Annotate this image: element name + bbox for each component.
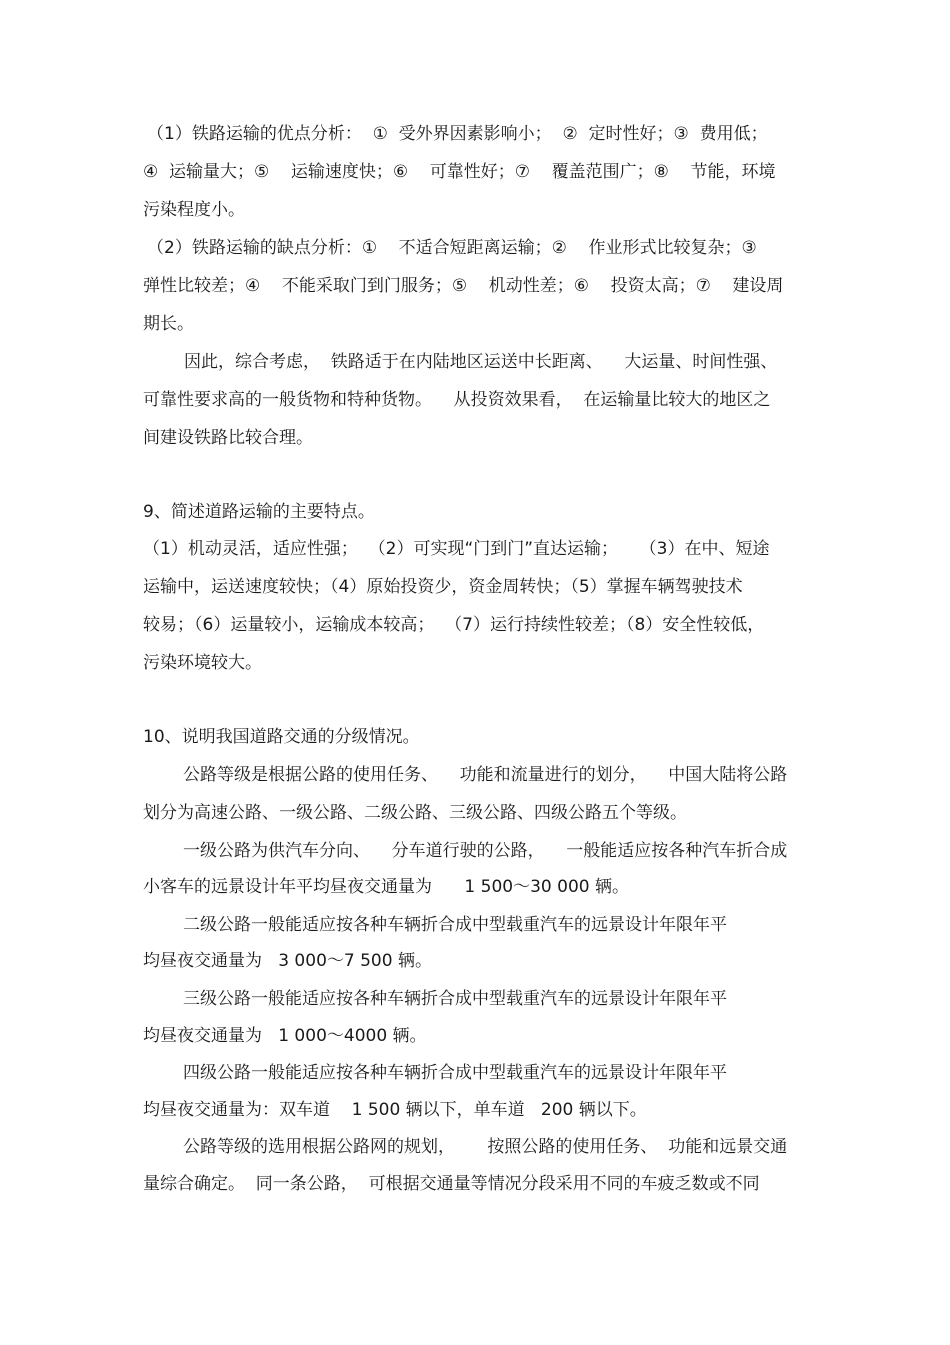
text-line: 公路等级是根据公路的使用任务、 功能和流量进行的划分， 中国大陆将公路 <box>183 765 788 785</box>
text-line: 三级公路一般能适应按各种车辆折合成中型载重汽车的远景设计年限年平 <box>183 989 727 1009</box>
text-line: 量综合确定。 同一条公路， 可根据交通量等情况分段采用不同的车疲乏数或不同 <box>143 1174 760 1194</box>
section-heading: 10、说明我国道路交通的分级情况。 <box>143 727 420 747</box>
text-line: 小客车的远景设计年平均昼夜交通量为 1 500～30 000 辆。 <box>143 877 629 897</box>
text-line: 均昼夜交通量为：双车道 1 500 辆以下，单车道 200 辆以下。 <box>143 1100 647 1120</box>
text-line: （1）铁路运输的优点分析： ① 受外界因素影响小； ② 定时性好；③ 费用低； <box>147 124 768 144</box>
text-line: （1）机动灵活，适应性强； （2）可实现“门到门”直达运输； （3）在中、短途 <box>143 539 770 559</box>
section-heading: 9、简述道路运输的主要特点。 <box>143 502 375 522</box>
text-line: 可靠性要求高的一般货物和特种货物。 从投资效果看， 在运输量比较大的地区之 <box>143 390 771 410</box>
text-line: 一级公路为供汽车分向、 分车道行驶的公路， 一般能适应按各种汽车折合成 <box>183 841 788 861</box>
text-line: （2）铁路运输的缺点分析：① 不适合短距离运输；② 作业形式比较复杂；③ <box>147 238 757 258</box>
text-line: 公路等级的选用根据公路网的规划， 按照公路的使用任务、 功能和远景交通 <box>183 1137 788 1157</box>
text-line: 均昼夜交通量为 1 000～4000 辆。 <box>143 1026 427 1046</box>
text-line: 因此，综合考虑， 铁路适于在内陆地区运送中长距离、 大运量、时间性强、 <box>184 352 778 372</box>
text-line: 划分为高速公路、一级公路、二级公路、三级公路、四级公路五个等级。 <box>143 803 687 823</box>
text-line: 污染环境较大。 <box>143 653 262 673</box>
text-line: 污染程度小。 <box>143 200 245 220</box>
text-line: 弹性比较差；④ 不能采取门到门服务；⑤ 机动性差；⑥ 投资太高；⑦ 建设周 <box>143 276 784 296</box>
text-line: 期长。 <box>143 314 194 334</box>
text-line: 较易；（6）运量较小，运输成本较高； （7）运行持续性较差；（8）安全性较低， <box>143 615 765 635</box>
text-line: 运输中，运送速度较快；（4）原始投资少，资金周转快；（5）掌握车辆驾驶技术 <box>143 577 743 597</box>
text-line: ④ 运输量大；⑤ 运输速度快；⑥ 可靠性好；⑦ 覆盖范围广；⑧ 节能，环境 <box>143 162 776 182</box>
text-line: 四级公路一般能适应按各种车辆折合成中型载重汽车的远景设计年限年平 <box>183 1063 727 1083</box>
text-line: 均昼夜交通量为 3 000～7 500 辆。 <box>143 951 432 971</box>
text-line: 二级公路一般能适应按各种车辆折合成中型载重汽车的远景设计年限年平 <box>183 915 727 935</box>
text-line: 间建设铁路比较合理。 <box>143 428 313 448</box>
